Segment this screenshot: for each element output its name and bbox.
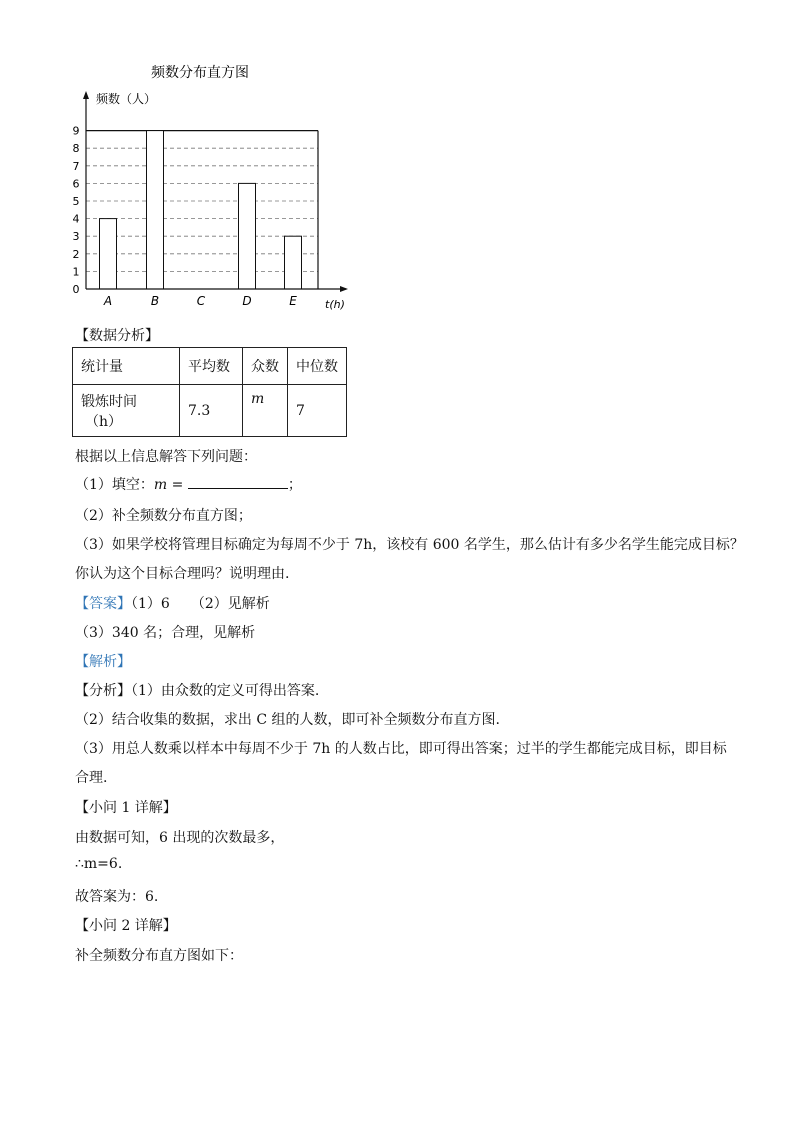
y-tick-label: 6	[72, 177, 80, 191]
bar	[239, 183, 256, 289]
frequency-histogram	[60, 55, 360, 320]
y-axis-label: 频数（人）	[96, 92, 157, 106]
question-2: （2）补全频数分布直方图；	[75, 508, 252, 524]
table-header-cell: 平均数	[180, 348, 243, 385]
jiexi-label: 【解析】	[75, 654, 131, 670]
answer-line2: （3）340 名；合理，见解析	[75, 625, 256, 641]
question-1	[75, 474, 302, 494]
answer-label: 【答案】	[75, 596, 131, 612]
x-axis-label: t(h)	[325, 298, 345, 311]
q1-variable: m	[153, 477, 168, 493]
answer-blank	[188, 476, 288, 489]
chart-bars	[100, 131, 302, 289]
row-label-line1: 锻炼时间	[81, 393, 137, 410]
question-intro: 根据以上信息解答下列问题：	[75, 449, 257, 465]
y-tick-label: 3	[72, 230, 80, 244]
x-tick-label: A	[103, 294, 113, 308]
mean-cell: 7.3	[180, 385, 243, 437]
x-tick-label: C	[196, 294, 206, 308]
x-tick-label: B	[150, 294, 160, 308]
x-tick-label: E	[289, 294, 297, 308]
row-label-cell	[73, 385, 180, 437]
table-header-row	[73, 348, 347, 385]
answer-line1-row	[75, 593, 270, 613]
y-tick-label: 0	[72, 283, 80, 296]
y-tick-label: 4	[72, 212, 80, 226]
chart-grid	[86, 131, 318, 289]
detail1-line3: 故答案为：6.	[75, 889, 159, 905]
answer-line1: （1）6 （2）见解析	[131, 596, 270, 612]
x-axis-arrow	[340, 286, 348, 292]
analysis-line1: 【分析】（1）由众数的定义可得出答案.	[75, 683, 320, 699]
y-tick-label: 1	[72, 265, 80, 279]
table-header-cell: 中位数	[288, 348, 347, 385]
section-data-analysis: 【数据分析】	[75, 328, 159, 344]
detail1-line2: ∴m=6.	[75, 856, 123, 872]
bar	[147, 131, 164, 289]
analysis-line4: 合理.	[75, 770, 108, 786]
stats-table	[72, 347, 347, 437]
y-tick-label: 2	[72, 247, 80, 261]
y-tick-labels	[73, 125, 80, 296]
median-cell: 7	[288, 385, 347, 437]
q1-equals: =	[167, 477, 188, 493]
y-tick-label: 9	[72, 124, 80, 138]
question-3-line2: 你认为这个目标合理吗？说明理由.	[75, 566, 290, 582]
chart-axes	[83, 91, 348, 292]
table-header-cell: 统计量	[73, 348, 180, 385]
y-tick-label: 5	[72, 195, 80, 208]
detail1-line1: 由数据可知，6 出现的次数最多，	[75, 830, 285, 846]
y-tick-label: 8	[72, 142, 80, 156]
detail2-label: 【小问 2 详解】	[75, 918, 177, 934]
analysis-line3: （3）用总人数乘以样本中每周不少于 7h 的人数占比，即可得出答案；过半的学生都能完成目标，即目标	[75, 741, 727, 757]
bar	[100, 219, 117, 289]
analysis-line2: （2）结合收集的数据，求出 C 组的人数，即可补全频数分布直方图.	[75, 712, 500, 728]
x-tick-label: D	[242, 294, 252, 308]
chart-title: 频数分布直方图	[151, 65, 249, 81]
table-row	[73, 385, 347, 437]
detail1-label: 【小问 1 详解】	[75, 800, 177, 816]
bar	[285, 236, 302, 289]
mode-cell: m	[243, 385, 288, 437]
row-label-line2: （h）	[85, 413, 123, 430]
y-tick-label: 7	[72, 159, 80, 173]
q1-end: ；	[287, 477, 302, 493]
y-axis-arrow	[83, 91, 89, 99]
x-tick-labels	[103, 294, 297, 308]
detail2-line1: 补全频数分布直方图如下：	[75, 948, 243, 964]
question-3-line1: （3）如果学校将管理目标确定为每周不少于 7h，该校有 600 名学生，那么估计有多少名学生能完成目标？	[75, 537, 744, 553]
table-header-cell: 众数	[243, 348, 288, 385]
q1-prefix: （1）填空：	[75, 477, 154, 493]
